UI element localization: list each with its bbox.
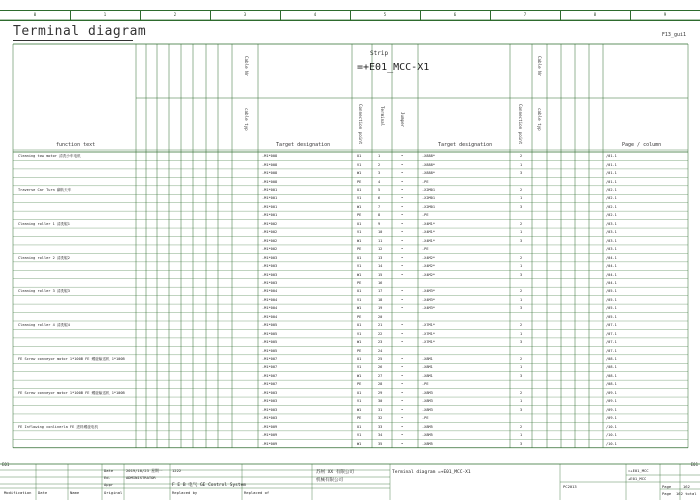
row-connection-point: PE — [357, 247, 362, 252]
footer-page-total-label: Page — [662, 491, 672, 496]
row-connection-point: V1 — [357, 365, 362, 370]
row-page-column: /02.1 — [606, 188, 617, 192]
row-jumper-dot: • — [401, 221, 404, 226]
row-connection-point-right: 2 — [520, 390, 523, 395]
row-terminal-number: 29 — [378, 390, 383, 395]
row-function-text: Cleaning tow motor 清洗小车电机 — [18, 154, 81, 159]
row-jumper-dot: • — [401, 416, 404, 421]
row-jumper-dot: • — [401, 196, 404, 201]
function-text-header: function text — [56, 142, 96, 148]
cable-typ-header-right: cable typ — [537, 108, 542, 131]
row-target-designation-left: -M1*007 — [262, 373, 278, 378]
footer-number: 1222 — [172, 468, 182, 473]
row-connection-point-right: 2 — [520, 154, 523, 159]
row-function-text: Traverse Car Turn 翻转天车 — [18, 188, 72, 192]
row-jumper-dot: • — [401, 213, 404, 218]
row-target-designation-right: -PE — [422, 382, 429, 387]
footer-ed-value: ADMINISTRATOR — [126, 475, 156, 480]
row-page-column: /10.1 — [606, 441, 617, 446]
row-terminal-number: 27 — [378, 373, 383, 378]
row-jumper-dot: • — [401, 365, 404, 370]
row-connection-point-right: 1 — [520, 365, 523, 370]
strip-name: =+E01_MCC-X1 — [357, 62, 430, 73]
row-terminal-number: 19 — [378, 306, 383, 311]
row-page-column: /08.1 — [606, 357, 617, 361]
page-title: Terminal diagram — [13, 24, 147, 39]
row-page-column: /07.1 — [606, 331, 617, 336]
row-connection-point-right: 3 — [520, 340, 523, 345]
row-target-designation-left: -M1*008 — [262, 179, 278, 184]
footer-modification: Modification — [4, 490, 32, 495]
row-jumper-dot: • — [401, 255, 404, 260]
row-connection-point: W1 — [357, 441, 362, 446]
row-page-column: /05.1 — [606, 314, 617, 319]
row-function-text: Cleaning roller 1 清洗辊1 — [18, 221, 70, 226]
row-target-designation-right: -X4M3* — [422, 289, 435, 294]
row-page-column: /03.1 — [606, 238, 617, 243]
row-target-designation-right: -X2M01 — [422, 188, 435, 192]
row-terminal-number: 25 — [378, 357, 383, 361]
row-terminal-number: 3 — [378, 171, 381, 176]
row-page-column: /09.1 — [606, 416, 617, 421]
row-connection-point: W1 — [357, 340, 362, 345]
row-target-designation-right: -X8M1 — [422, 365, 433, 370]
row-terminal-number: 12 — [378, 247, 383, 252]
row-connection-point-right: 2 — [520, 323, 523, 328]
row-target-designation-left: -M1*003 — [262, 399, 278, 404]
row-connection-point: V1 — [357, 162, 362, 167]
row-target-designation-left: -M1*004 — [262, 314, 278, 319]
row-page-column: /04.1 — [606, 255, 617, 260]
footer-original: Original — [104, 490, 123, 495]
row-target-designation-left: -M1*008 — [262, 154, 278, 159]
row-target-designation-left: -M1*001 — [262, 188, 278, 192]
row-terminal-number: 33 — [378, 424, 383, 429]
row-target-designation-left: -M1*003 — [262, 407, 278, 412]
row-jumper-dot: • — [401, 188, 404, 192]
row-page-column: /07.1 — [606, 348, 617, 353]
row-target-designation-right: -X8M1 — [422, 373, 433, 378]
row-page-column: /08.1 — [606, 382, 617, 387]
footer-page-value: 162 — [683, 484, 690, 489]
row-target-designation-right: -PE — [422, 179, 429, 184]
footer-replaced-by: Replaced by — [172, 490, 198, 495]
row-jumper-dot: • — [401, 154, 404, 159]
row-connection-point: PE — [357, 382, 362, 387]
connection-point-header: Connection point — [358, 104, 363, 145]
row-connection-point-right: 1 — [520, 399, 523, 404]
footer-code: =+E01_MCC — [628, 468, 649, 473]
row-jumper-dot: • — [401, 399, 404, 404]
row-connection-point-right: 2 — [520, 424, 523, 429]
row-connection-point-right: 3 — [520, 441, 523, 446]
row-terminal-number: 8 — [378, 213, 381, 218]
page-column-header: Page / column — [622, 142, 662, 148]
row-target-designation-right: -X8M3 — [422, 407, 433, 412]
row-terminal-number: 20 — [378, 314, 383, 319]
target-designation-header-right: Target designation — [438, 142, 493, 148]
footer-page-label: Page — [662, 484, 672, 489]
connection-point-header-right: Connection point — [518, 104, 523, 145]
row-target-designation-left: -M1*001 — [262, 196, 278, 201]
row-target-designation-left: -M1*004 — [262, 306, 278, 311]
footer-ed-label: Ed. — [104, 475, 111, 480]
row-jumper-dot: • — [401, 441, 404, 446]
row-target-designation-right: -X888* — [422, 154, 435, 159]
row-terminal-number: 10 — [378, 230, 383, 235]
ruler-mark: 4 — [313, 12, 317, 17]
row-function-text: FE Screw conveyor motor 1*100B FE 螺旋输送机 1*100B — [18, 357, 125, 361]
row-target-designation-left: -M1*002 — [262, 247, 278, 252]
row-jumper-dot: • — [401, 162, 404, 167]
row-jumper-dot: • — [401, 390, 404, 395]
row-terminal-number: 22 — [378, 331, 383, 336]
row-connection-point: U1 — [357, 323, 362, 328]
row-connection-point-right: 1 — [520, 196, 523, 201]
row-target-designation-left: -M1*001 — [262, 213, 278, 218]
row-terminal-number: 31 — [378, 407, 383, 412]
row-connection-point-right: 2 — [520, 357, 523, 361]
row-target-designation-right: -X8M5 — [422, 433, 433, 438]
row-connection-point-right: 1 — [520, 264, 523, 269]
row-target-designation-right: -X7M1* — [422, 331, 435, 336]
row-jumper-dot: • — [401, 289, 404, 294]
row-connection-point-right: 1 — [520, 433, 523, 438]
row-target-designation-left: -M1*005 — [262, 340, 278, 345]
row-target-designation-left: -M1*008 — [262, 162, 278, 167]
row-terminal-number: 26 — [378, 365, 383, 370]
row-target-designation-left: -M1*005 — [262, 348, 278, 353]
row-page-column: /04.1 — [606, 272, 617, 277]
row-target-designation-right: -X4M2* — [422, 255, 435, 260]
row-jumper-dot: • — [401, 272, 404, 277]
row-target-designation-right: -X4M3* — [422, 306, 435, 311]
row-target-designation-left: -M1*002 — [262, 230, 278, 235]
footer-project: F E B 电气 GE Control System — [172, 483, 247, 488]
row-connection-point: PE — [357, 314, 362, 319]
row-page-column: /10.1 — [606, 424, 617, 429]
row-terminal-number: 7 — [378, 204, 381, 209]
row-connection-point-right: 1 — [520, 230, 523, 235]
row-jumper-dot: • — [401, 382, 404, 387]
row-connection-point: PE — [357, 179, 362, 184]
row-connection-point: U1 — [357, 188, 362, 192]
row-terminal-number: 21 — [378, 323, 383, 328]
footer-date-label: Date — [104, 468, 114, 473]
row-page-column: /07.1 — [606, 323, 617, 328]
row-jumper-dot: • — [401, 433, 404, 438]
row-target-designation-right: -X888* — [422, 162, 435, 167]
row-page-column: /04.1 — [606, 280, 617, 285]
row-target-designation-right: -X8M5 — [422, 441, 433, 446]
row-connection-point-right: 3 — [520, 272, 523, 277]
row-connection-point: V1 — [357, 196, 362, 201]
row-jumper-dot: • — [401, 340, 404, 345]
row-target-designation-left: -M1*007 — [262, 382, 278, 387]
strip-label: Strip — [370, 50, 389, 57]
row-target-designation-right: -PE — [422, 416, 429, 421]
row-page-column: /09.1 — [606, 390, 617, 395]
row-connection-point-right: 1 — [520, 297, 523, 302]
row-connection-point-right: 2 — [520, 289, 523, 294]
row-target-designation-right: -X8M3 — [422, 399, 433, 404]
row-terminal-number: 4 — [378, 179, 381, 184]
row-terminal-number: 16 — [378, 280, 383, 285]
row-page-column: /01.1 — [606, 179, 617, 184]
footer-sub: +E01_MCC — [628, 476, 647, 481]
row-page-column: /01.1 — [606, 162, 617, 167]
footer-plc: PC2013 — [563, 484, 577, 489]
row-page-column: /01.1 — [606, 171, 617, 176]
row-connection-point: V1 — [357, 331, 362, 336]
row-target-designation-right: -X4M1* — [422, 221, 435, 226]
row-target-designation-left: -M1*003 — [262, 390, 278, 395]
row-target-designation-right: -X888* — [422, 171, 435, 176]
row-jumper-dot: • — [401, 323, 404, 328]
footer-mod-name: Name — [70, 490, 80, 495]
row-connection-point-right: 1 — [520, 331, 523, 336]
row-function-text: FE Inflowing conlinerla FE 进料螺旋电机 — [18, 424, 98, 429]
row-function-text: FE Screw conveyor motor 1*100B FE 螺旋输送机 1*100B — [18, 390, 125, 395]
row-connection-point: W1 — [357, 373, 362, 378]
row-target-designation-left: -M1*009 — [262, 433, 278, 438]
row-jumper-dot: • — [401, 407, 404, 412]
row-connection-point: PE — [357, 280, 362, 285]
row-page-column: /08.1 — [606, 365, 617, 370]
row-terminal-number: 28 — [378, 382, 383, 387]
row-page-column: /03.1 — [606, 247, 617, 252]
row-target-designation-right: -X8M3 — [422, 390, 433, 395]
footer-company-1: 苏州 XX 有限公司 — [316, 470, 354, 475]
row-connection-point-right: 3 — [520, 373, 523, 378]
row-target-designation-right: -X7M1* — [422, 340, 435, 345]
file-name: F13_gui1 — [661, 32, 686, 38]
row-target-designation-left: -M1*009 — [262, 441, 278, 446]
row-page-column: /01.1 — [606, 154, 617, 159]
row-target-designation-left: -M1*005 — [262, 331, 278, 336]
row-target-designation-left: -M1*007 — [262, 365, 278, 370]
row-terminal-number: 30 — [378, 399, 383, 404]
row-connection-point: V1 — [357, 399, 362, 404]
row-target-designation-left: -M1*001 — [262, 204, 278, 209]
row-target-designation-right: -X4M3* — [422, 297, 435, 302]
ruler-mark: 1 — [103, 12, 107, 17]
row-jumper-dot: • — [401, 424, 404, 429]
cable-nr-header-right: Cable Nr — [537, 56, 542, 77]
footer-mod-date: Date — [38, 490, 48, 495]
footer-description: Terminal diagram =+E01_MCC-X1 — [392, 470, 471, 475]
row-page-column: /09.1 — [606, 407, 617, 412]
row-jumper-dot: • — [401, 373, 404, 378]
row-jumper-dot: • — [401, 230, 404, 235]
row-page-column: /02.1 — [606, 204, 617, 209]
row-jumper-dot: • — [401, 179, 404, 184]
row-connection-point: U1 — [357, 221, 362, 226]
row-terminal-number: 6 — [378, 196, 381, 201]
side-mark-right: E01 — [690, 462, 698, 467]
row-connection-point: W1 — [357, 171, 362, 176]
ruler-mark: 9 — [663, 12, 667, 17]
ruler-mark: 8 — [593, 12, 597, 17]
row-connection-point: V1 — [357, 264, 362, 269]
row-target-designation-left: -M1*002 — [262, 221, 278, 226]
row-terminal-number: 24 — [378, 348, 383, 353]
ruler-mark: 7 — [523, 12, 527, 17]
row-terminal-number: 5 — [378, 188, 381, 192]
row-jumper-dot: • — [401, 171, 404, 176]
row-target-designation-left: -M1*003 — [262, 255, 278, 260]
row-connection-point: U1 — [357, 255, 362, 260]
footer-page-total: 162 total — [676, 491, 697, 496]
row-target-designation-right: -X8M5 — [422, 424, 433, 429]
footer-company-2: 机械有限公司 — [316, 478, 343, 483]
row-connection-point-right: 2 — [520, 221, 523, 226]
row-terminal-number: 23 — [378, 340, 383, 345]
row-target-designation-right: -X8M1 — [422, 357, 433, 361]
row-target-designation-left: -M1*009 — [262, 424, 278, 429]
row-connection-point: PE — [357, 348, 362, 353]
row-connection-point: W1 — [357, 407, 362, 412]
row-target-designation-left: -M1*002 — [262, 238, 278, 243]
row-target-designation-right: -PE — [422, 247, 429, 252]
row-jumper-dot: • — [401, 357, 404, 361]
side-mark-left: E01 — [2, 462, 10, 467]
row-connection-point: PE — [357, 213, 362, 218]
row-target-designation-left: -M1*007 — [262, 357, 278, 361]
row-target-designation-left: -M1*003 — [262, 280, 278, 285]
row-target-designation-right: -X4M2* — [422, 264, 435, 269]
row-connection-point: V1 — [357, 297, 362, 302]
row-connection-point: PE — [357, 416, 362, 421]
row-connection-point-right: 3 — [520, 407, 523, 412]
row-connection-point-right: 3 — [520, 238, 523, 243]
row-connection-point-right: 2 — [520, 255, 523, 260]
row-connection-point: V1 — [357, 230, 362, 235]
row-function-text: Cleaning roller 3 清洗辊3 — [18, 289, 70, 294]
row-terminal-number: 14 — [378, 264, 383, 269]
row-target-designation-right: -X4M1* — [422, 238, 435, 243]
row-jumper-dot: • — [401, 247, 404, 252]
row-page-column: /05.1 — [606, 289, 617, 294]
row-page-column: /07.1 — [606, 340, 617, 345]
row-target-designation-left: -M1*008 — [262, 171, 278, 176]
row-target-designation-left: -M1*004 — [262, 297, 278, 302]
row-function-text: Cleaning roller 4 清洗辊4 — [18, 323, 70, 328]
row-page-column: /04.1 — [606, 264, 617, 269]
row-target-designation-right: -X7M1* — [422, 323, 435, 328]
row-connection-point: W1 — [357, 204, 362, 209]
row-page-column: /03.1 — [606, 221, 617, 226]
row-page-column: /05.1 — [606, 306, 617, 311]
row-jumper-dot: • — [401, 331, 404, 336]
row-function-text: Cleaning roller 2 清洗辊2 — [18, 255, 70, 260]
row-terminal-number: 18 — [378, 297, 383, 302]
row-connection-point: U1 — [357, 289, 362, 294]
row-terminal-number: 32 — [378, 416, 383, 421]
row-terminal-number: 17 — [378, 289, 383, 294]
ruler-mark: 6 — [453, 12, 457, 17]
row-terminal-number: 1 — [378, 154, 381, 159]
row-target-designation-left: -M1*004 — [262, 289, 278, 294]
row-target-designation-left: -M1*005 — [262, 323, 278, 328]
row-terminal-number: 9 — [378, 221, 381, 226]
row-connection-point: W1 — [357, 272, 362, 277]
row-page-column: /10.1 — [606, 433, 617, 438]
row-connection-point: W1 — [357, 238, 362, 243]
row-jumper-dot: • — [401, 306, 404, 311]
row-connection-point: U1 — [357, 154, 362, 159]
row-connection-point: W1 — [357, 306, 362, 311]
footer-appr-label: Appr — [104, 482, 114, 487]
row-page-column: /09.1 — [606, 399, 617, 404]
row-page-column: /05.1 — [606, 297, 617, 302]
row-target-designation-left: -M1*003 — [262, 264, 278, 269]
row-connection-point: U1 — [357, 390, 362, 395]
row-target-designation-left: -M1*003 — [262, 416, 278, 421]
row-connection-point-right: 3 — [520, 204, 523, 209]
footer-date-value: 2019/10/23 星期一 — [126, 468, 163, 473]
row-connection-point-right: 3 — [520, 171, 523, 176]
row-page-column: /02.1 — [606, 213, 617, 218]
row-connection-point-right: 1 — [520, 162, 523, 167]
cable-typ-header: cable typ — [244, 108, 249, 131]
row-jumper-dot: • — [401, 297, 404, 302]
row-connection-point: V1 — [357, 433, 362, 438]
row-terminal-number: 2 — [378, 162, 381, 167]
row-jumper-dot: • — [401, 264, 404, 269]
cable-nr-header: Cable Nr — [244, 56, 249, 77]
row-connection-point-right: 3 — [520, 306, 523, 311]
ruler-mark: 5 — [383, 12, 387, 17]
row-terminal-number: 34 — [378, 433, 383, 438]
row-terminal-number: 15 — [378, 272, 383, 277]
ruler-mark: 0 — [33, 12, 37, 17]
row-terminal-number: 11 — [378, 238, 383, 243]
row-connection-point: U1 — [357, 424, 362, 429]
row-target-designation-right: -X4M2* — [422, 272, 435, 277]
row-jumper-dot: • — [401, 204, 404, 209]
row-page-column: /02.1 — [606, 196, 617, 201]
row-target-designation-left: -M1*003 — [262, 272, 278, 277]
row-terminal-number: 35 — [378, 441, 383, 446]
row-target-designation-right: -PE — [422, 213, 429, 218]
jumper-header: Jumper — [400, 112, 405, 128]
row-terminal-number: 13 — [378, 255, 383, 260]
row-connection-point-right: 2 — [520, 188, 523, 192]
row-target-designation-right: -X2M01 — [422, 196, 435, 201]
target-designation-header: Target designation — [276, 142, 331, 148]
ruler-mark: 2 — [173, 12, 177, 17]
ruler-mark: 3 — [243, 12, 247, 17]
footer-replaced-of: Replaced of — [244, 490, 270, 495]
row-page-column: /08.1 — [606, 373, 617, 378]
row-jumper-dot: • — [401, 238, 404, 243]
row-target-designation-right: -X4M1* — [422, 230, 435, 235]
row-target-designation-right: -X2M01 — [422, 204, 435, 209]
row-page-column: /03.1 — [606, 230, 617, 235]
terminal-header: Terminal — [380, 106, 385, 127]
row-connection-point: U1 — [357, 357, 362, 361]
